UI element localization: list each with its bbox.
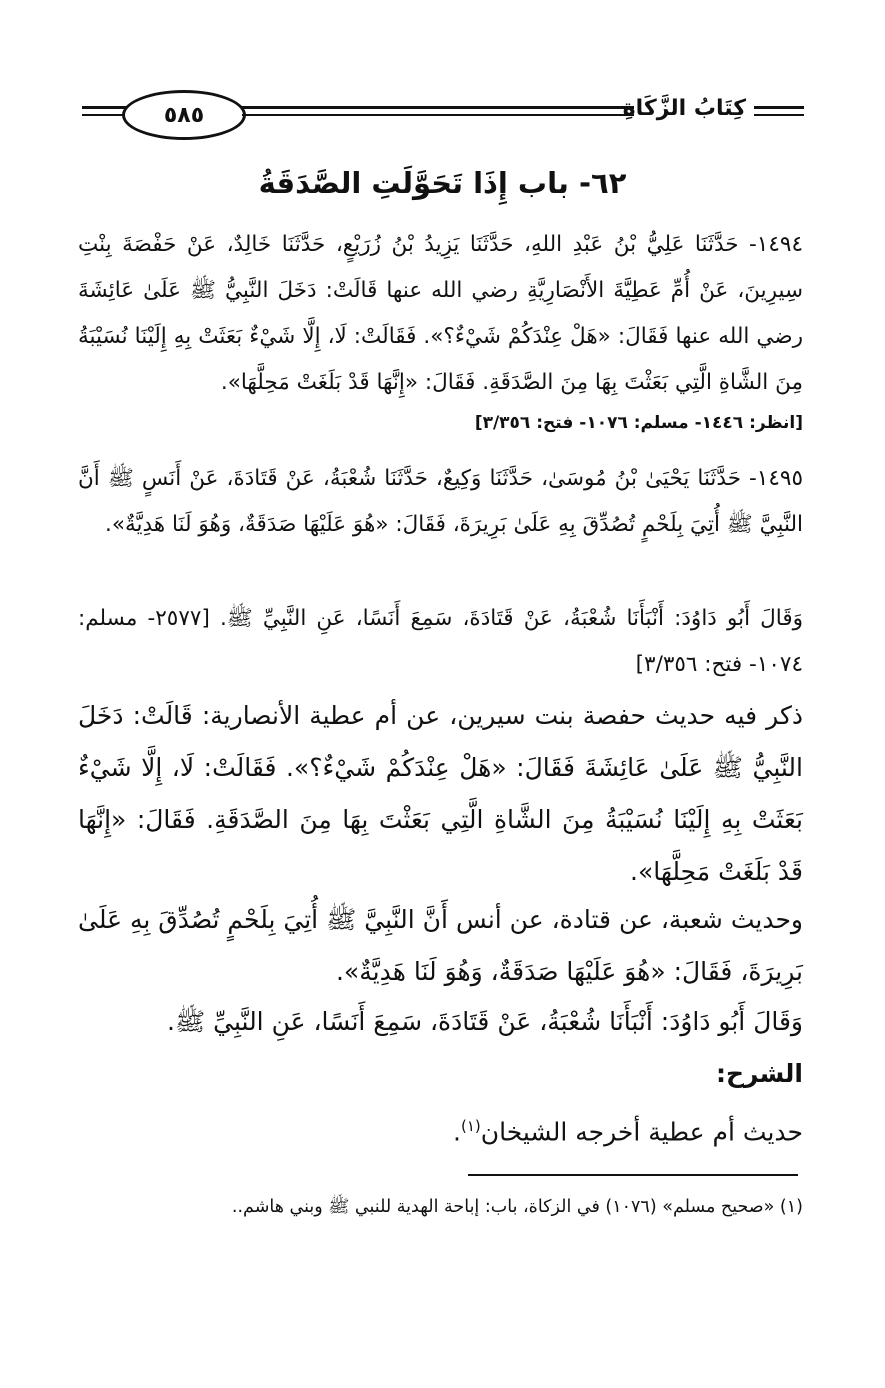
sharh-heading: الشرح: — [716, 1059, 803, 1088]
hadith-1495: ١٤٩٥- حَدَّثَنَا يَحْيَىٰ بْنُ مُوسَىٰ، حَدَّثَنَا وَكِيعٌ، حَدَّثَنَا شُعْبَةُ، عَنْ قَتَادَةَ، عَنْ أَنَسٍ ﷺ أَنَّ النَّبِيَّ ﷺ أُتِيَ بِلَحْمٍ تُصُدِّقَ بِهِ عَلَىٰ بَرِيرَةَ، فَقَالَ: «هُوَ عَلَيْهَا صَدَقَةٌ، وَهُوَ لَنَا هَدِيَّةٌ». — [78, 466, 803, 537]
abu-dawud-narration: وَقَالَ أَبُو دَاوُدَ: أَنْبَأَنَا شُعْبَةُ، عَنْ قَتَادَةَ، سَمِعَ أَنَسًا، عَنِ النَّبِيِّ ﷺ. [٢٥٧٧- مسلم: ١٠٧٤- فتح: ٣/٣٥٦] — [78, 606, 803, 677]
commentary-4-text: حديث أم عطية أخرجه الشيخان — [480, 1117, 803, 1147]
header-rule-right — [754, 106, 804, 109]
hadith-1494: ١٤٩٤- حَدَّثَنَا عَلِيُّ بْنُ عَبْدِ اللهِ، حَدَّثَنَا يَزِيدُ بْنُ زُرَيْعٍ، حَدَّثَنَا خَالِدٌ، عَنْ حَفْصَةَ بِنْتِ سِيرِينَ، عَنْ أُمِّ عَطِيَّةَ الأَنْصَارِيَّةِ رضي الله عنها قَالَتْ: دَخَلَ النَّبِيُّ ﷺ عَلَىٰ عَائِشَةَ رضي الله عنها فَقَالَ: «هَلْ عِنْدَكُمْ شَيْءٌ؟». فَقَالَتْ: لَا، إِلَّا شَيْءٌ بَعَثَتْ بِهِ إِلَيْنَا نُسَيْبَةُ مِنَ الشَّاةِ الَّتِي بَعَثْتَ بِهَا مِنَ الصَّدَقَةِ. فَقَالَ: «إِنَّهَا قَدْ بَلَغَتْ مَحِلَّهَا». — [78, 232, 803, 395]
commentary-paragraph-2: وحديث شعبة، عن قتادة، عن أنس أَنَّ النَّبِيَّ ﷺ أُتِيَ بِلَحْمٍ تُصُدِّقَ بِهِ عَلَىٰ بَرِيرَةَ، فَقَالَ: «هُوَ عَلَيْهَا صَدَقَةٌ، وَهُوَ لَنَا هَدِيَّةٌ». — [78, 905, 803, 986]
commentary-paragraph-4: حديث أم عطية أخرجه الشيخان$^{(١)}$. — [453, 1117, 803, 1147]
page-number-badge — [122, 90, 246, 140]
commentary-paragraph-3: وَقَالَ أَبُو دَاوُدَ: أَنْبَأَنَا شُعْبَةُ، عَنْ قَتَادَةَ، سَمِعَ أَنَسًا، عَنِ النَّبِيِّ ﷺ. — [167, 1007, 803, 1036]
header-rule-middle-thin — [242, 114, 634, 116]
commentary-paragraph-1: ذكر فيه حديث حفصة بنت سيرين، عن أم عطية الأنصارية: قَالَتْ: دَخَلَ النَّبِيُّ ﷺ عَلَىٰ عَائِشَةَ فَقَالَ: «هَلْ عِنْدَكُمْ شَيْءٌ؟». فَقَالَتْ: لَا، إِلَّا شَيْءٌ بَعَثَتْ بِهِ إِلَيْنَا نُسَيْبَةُ مِنَ الشَّاةِ الَّتِي بَعَثْتَ بِهَا مِنَ الصَّدَقَةِ. فَقَالَ: «إِنَّهَا قَدْ بَلَغَتْ مَحِلَّهَا». — [78, 701, 803, 886]
footnote-divider — [468, 1174, 798, 1176]
footnote: (١) «صحيح مسلم» (١٠٧٦) في الزكاة، باب: إباحة الهدية للنبي ﷺ وبني هاشم.. — [231, 1197, 803, 1217]
chapter-title: ٦٢- باب إِذَا تَحَوَّلَتِ الصَّدَقَةُ — [258, 166, 627, 200]
footnote-marker: (١) — [460, 1117, 481, 1135]
page-header — [82, 88, 804, 140]
header-rule-right-thin — [754, 114, 804, 116]
hadith-1494-reference: [انظر: ١٤٤٦- مسلم: ١٠٧٦- فتح: ٣/٣٥٦] — [474, 413, 803, 433]
page-number: ٥٨٥ — [163, 102, 205, 128]
header-rule-left-thin — [82, 114, 126, 116]
header-rule-middle — [242, 106, 634, 109]
header-rule-left — [82, 106, 126, 109]
book-title: كِتَابُ الزَّكَاةِ — [622, 96, 746, 121]
